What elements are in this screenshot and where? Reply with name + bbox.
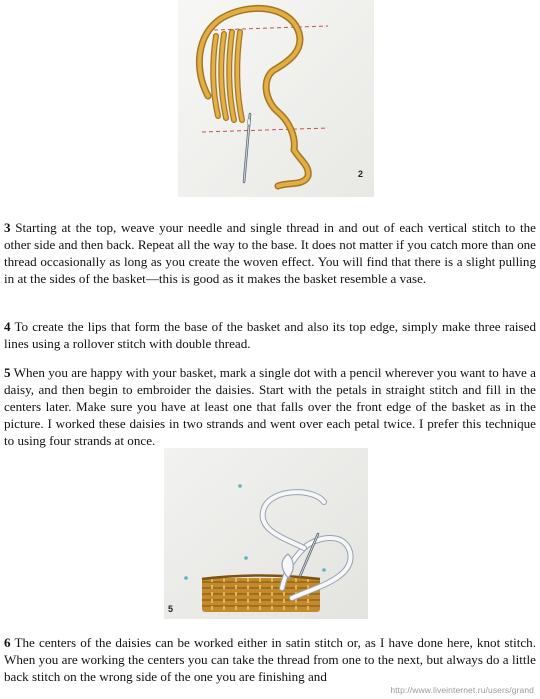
step-4-paragraph: [4, 319, 536, 353]
step-number: 6: [4, 635, 11, 650]
step-text: When you are happy with your basket, mark a single dot with a pencil wherever you want to have a daisy, and then begin to embroider the daisies. Start with the petals in straight stitch and fill in the centers later. Make sure you have at least one that falls over the front edge of the basket as in the picture. I worked these daisies in two strands and went over each petal twice. I prefer this technique to using four strands at once.: [4, 365, 536, 448]
figure-number-top: 2: [358, 169, 364, 179]
step-number: 5: [4, 365, 11, 380]
weaving-svg: [178, 0, 374, 197]
step-number: 4: [4, 319, 11, 334]
step-text: Starting at the top, weave your needle and single thread in and out of each vertical stitch to the other side and then back. Repeat all the way to the base. It does not matter if you catch more than one thread occasionally as long as you create the woven effect. You will find that there is a slight pulling in at the sides of the basket—this is good as it makes the basket resemble a vase.: [4, 220, 536, 286]
figure-number-middle: 5: [168, 604, 174, 614]
step-5-paragraph: [4, 365, 536, 450]
watermark-url: http://www.liveinternet.ru/users/grand: [390, 685, 534, 695]
step-text: The centers of the daisies can be worked either in satin stitch or, as I have done here, knot stitch. When you are working the centers you can take the thread from one to the next, but always do a little back stitch on the wrong side of the one you are finishing and: [4, 635, 536, 684]
step-6-paragraph: [4, 635, 536, 686]
step-number: 3: [4, 220, 11, 235]
figure-basket-illustration: [164, 448, 368, 619]
figure-weaving-illustration: [178, 0, 374, 197]
step-text: To create the lips that form the base of the basket and also its top edge, simply make three raised lines using a rollover stitch with double thread.: [4, 319, 536, 351]
step-3-paragraph: [4, 220, 536, 288]
basket-svg: [164, 448, 368, 619]
